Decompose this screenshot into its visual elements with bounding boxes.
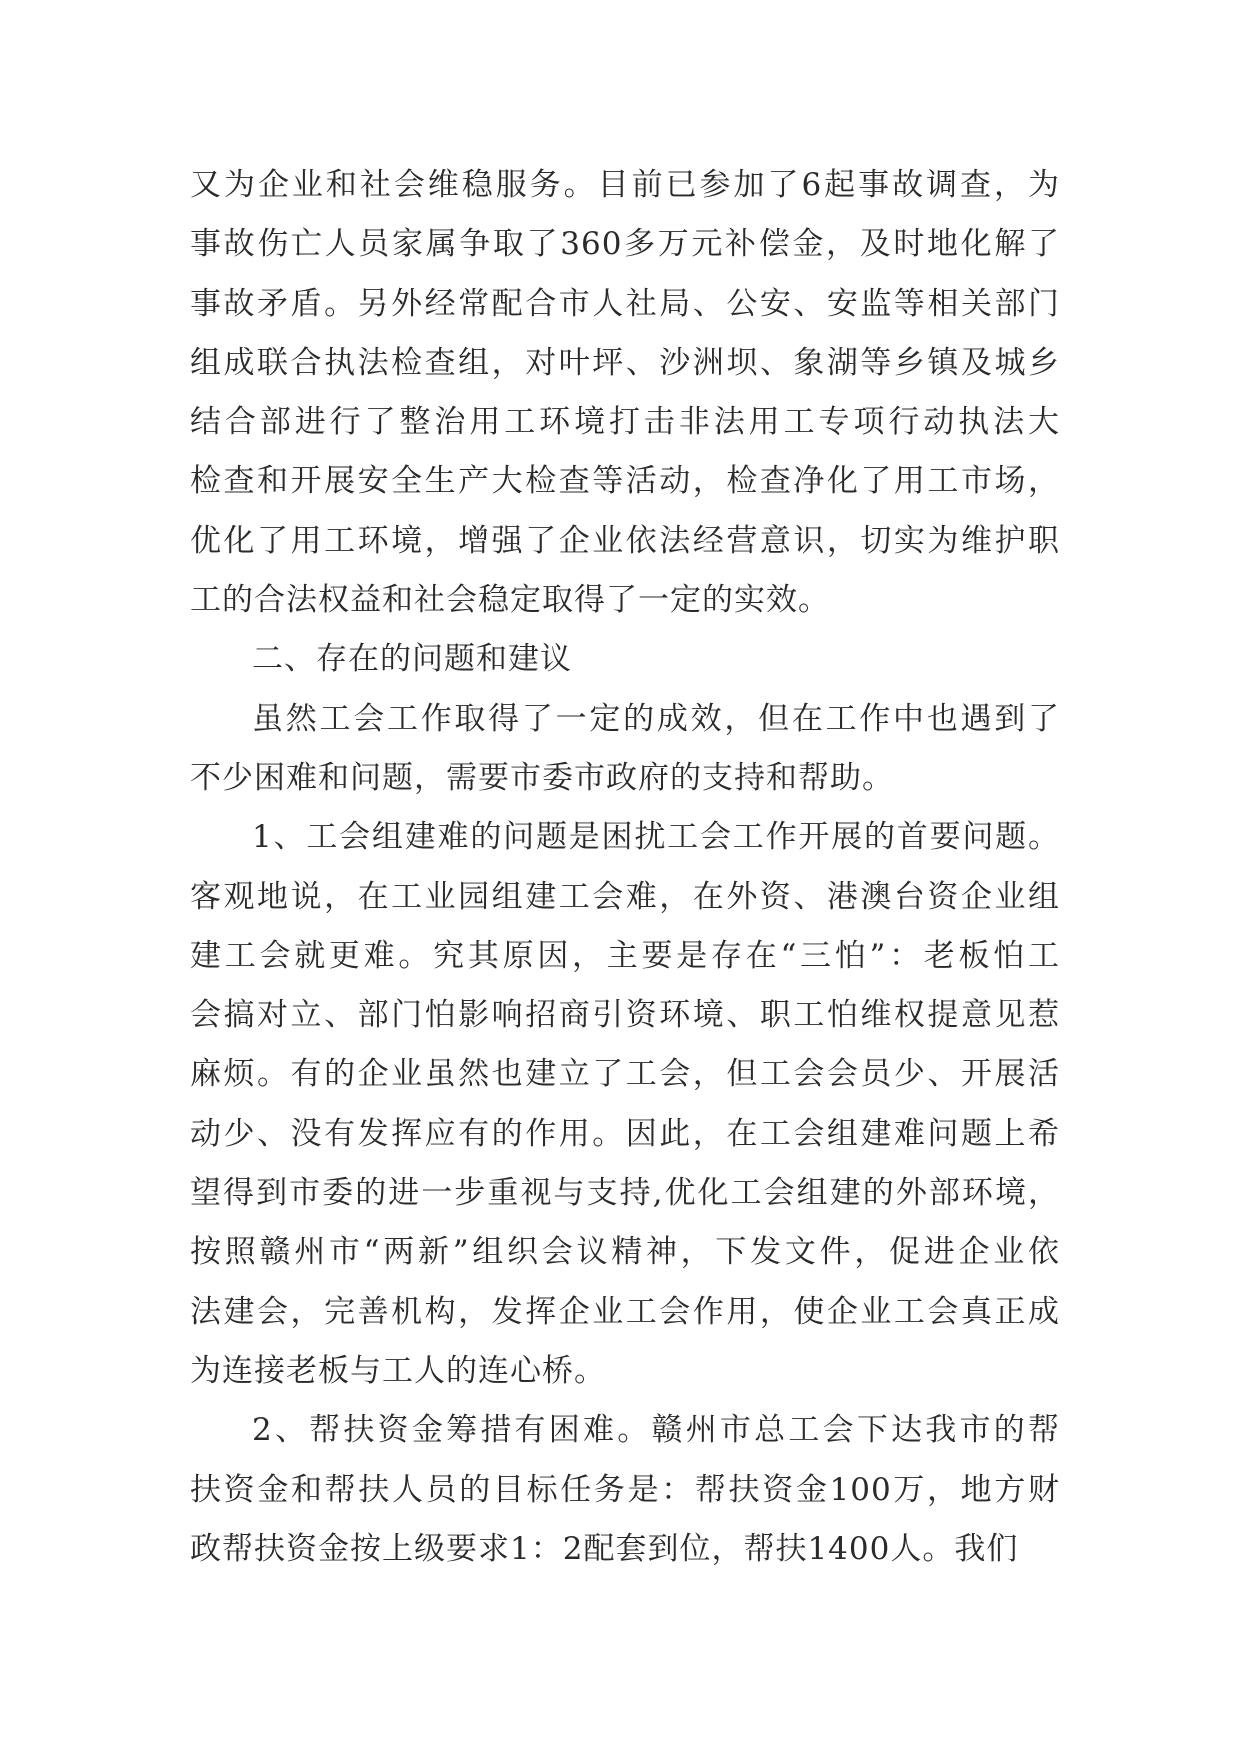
text-line: 麻烦。有的企业虽然也建立了工会，但工会会员少、开展活 [190, 1056, 1060, 1093]
text-line: 建工会就更难。究其原因，主要是存在“三怕”：老板怕工 [190, 937, 1060, 974]
text-line: 1、工会组建难的问题是困扰工会工作开展的首要问题。 [252, 819, 1060, 856]
text-line: 又为企业和社会维稳服务。目前已参加了6起事故调查，为 [190, 167, 1060, 203]
text-line: 望得到市委的进一步重视与支持,优化工会组建的外部环境， [190, 1175, 1060, 1212]
text-line: 虽然工会工作取得了一定的成效，但在工作中也遇到了 [252, 700, 1060, 737]
text-line: 动少、没有发挥应有的作用。因此，在工会组建难问题上希 [190, 1115, 1060, 1152]
text-line: 事故矛盾。另外经常配合市人社局、公安、安监等相关部门 [190, 285, 1060, 322]
text-line: 不少困难和问题，需要市委市政府的支持和帮助。 [190, 759, 894, 796]
text-line: 二、存在的问题和建议 [252, 641, 572, 678]
text-line: 政帮扶资金按上级要求1：2配套到位，帮扶1400人。我们 [190, 1530, 1019, 1567]
text-line: 法建会，完善机构，发挥企业工会作用，使企业工会真正成 [190, 1293, 1060, 1330]
text-line: 事故伤亡人员家属争取了360多万元补偿金，及时地化解了 [190, 226, 1060, 263]
paragraph-intro-difficulties [190, 690, 1060, 809]
paragraph-accident-investigation [190, 156, 1060, 630]
paragraph-item-1-union-formation [190, 808, 1060, 1401]
text-line: 为连接老板与工人的连心桥。 [190, 1352, 606, 1389]
text-line: 2、帮扶资金筹措有困难。赣州市总工会下达我市的帮 [252, 1412, 1060, 1449]
text-line: 客观地说，在工业园组建工会难，在外资、港澳台资企业组 [190, 878, 1060, 915]
section-heading-problems-suggestions [190, 630, 1060, 689]
text-line: 扶资金和帮扶人员的目标任务是：帮扶资金100万，地方财 [190, 1471, 1060, 1508]
text-line: 优化了用工环境，增强了企业依法经营意识，切实为维护职 [190, 522, 1060, 559]
text-line: 结合部进行了整治用工环境打击非法用工专项行动执法大 [190, 404, 1060, 441]
text-line: 检查和开展安全生产大检查等活动，检查净化了用工市场， [190, 463, 1060, 500]
text-line: 会搞对立、部门怕影响招商引资环境、职工怕维权提意见惹 [190, 997, 1060, 1034]
text-line: 按照赣州市“两新”组织会议精神，下发文件，促进企业依 [190, 1234, 1060, 1271]
paragraph-item-2-funding [190, 1401, 1060, 1579]
text-line: 组成联合执法检查组，对叶坪、沙洲坝、象湖等乡镇及城乡 [190, 344, 1060, 381]
text-line: 工的合法权益和社会稳定取得了一定的实效。 [190, 582, 830, 619]
document-body [190, 156, 1060, 1579]
